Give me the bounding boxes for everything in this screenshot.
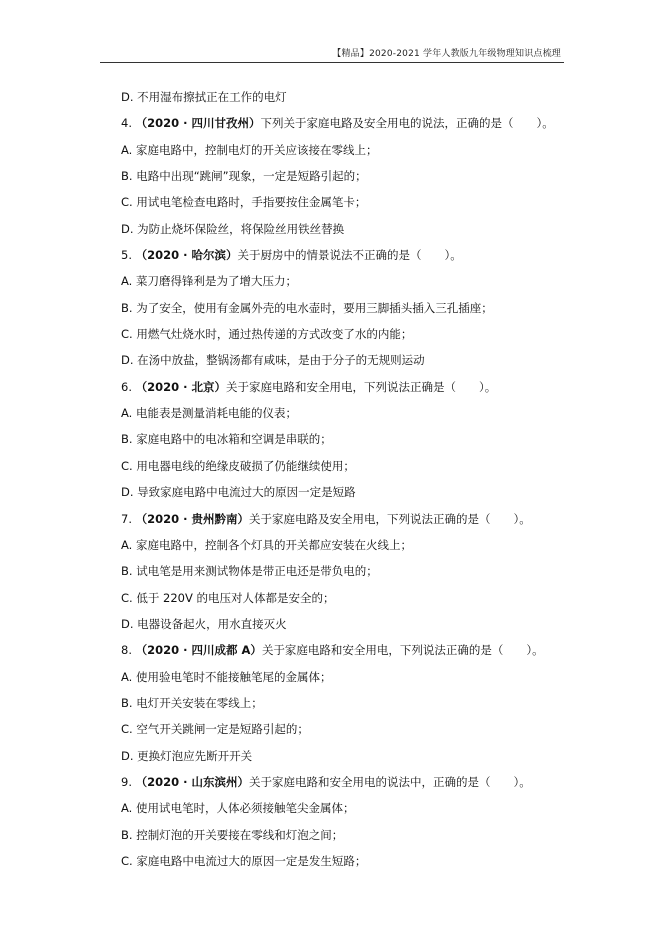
answer-option: D. 为防止烧坏保险丝，将保险丝用铁丝替换 bbox=[121, 221, 345, 236]
question-stem bbox=[121, 769, 561, 795]
question-source: （2020 · 四川成都 A） bbox=[135, 643, 262, 658]
question-stem bbox=[121, 506, 561, 532]
question-text: 下列关于家庭电路及安全用电的说法，正确的是（ ）。 bbox=[260, 116, 554, 131]
question-text: 关于家庭电路和安全用电的说法中，正确的是（ ）。 bbox=[249, 774, 531, 789]
answer-option: A. 使用验电笔时不能接触笔尾的金属体； bbox=[121, 669, 332, 684]
question-stem bbox=[121, 374, 561, 400]
question-text: 关于家庭电路和安全用电，下列说法正确是（ ）。 bbox=[226, 379, 497, 394]
question-stem bbox=[121, 637, 561, 663]
question-number: 9. bbox=[121, 774, 136, 789]
question-number: 5. bbox=[121, 248, 136, 263]
answer-option: C. 用燃气灶烧水时，通过热传递的方式改变了水的内能； bbox=[121, 327, 413, 342]
answer-option: C. 空气开关跳闸一定是短路引起的； bbox=[121, 722, 309, 737]
question-stem bbox=[121, 110, 561, 136]
page-header: 【精品】2020-2021 学年人教版九年级物理知识点梳理 bbox=[332, 49, 561, 59]
answer-option: A. 电能表是测量消耗电能的仪表； bbox=[121, 406, 297, 421]
answer-option: C. 用电器电线的绝缘皮破损了仍能继续使用； bbox=[121, 458, 355, 473]
header-divider bbox=[100, 62, 564, 63]
answer-option: C. 用试电笔检查电路时，手指要按住金属笔卡； bbox=[121, 195, 367, 210]
question-source: （2020 · 北京） bbox=[135, 379, 227, 394]
question-source: （2020 · 四川甘孜州） bbox=[135, 116, 261, 131]
answer-option: B. 家庭电路中的电冰箱和空调是串联的； bbox=[121, 432, 332, 447]
answer-option: C. 家庭电路中电流过大的原因一定是发生短路； bbox=[121, 853, 367, 868]
document-body bbox=[121, 84, 561, 874]
answer-option: B. 电路中出现“跳闸”现象，一定是短路引起的； bbox=[121, 169, 367, 184]
question-text: 关于家庭电路和安全用电，下列说法正确的是（ ）。 bbox=[261, 643, 544, 658]
answer-option: B. 为了安全，使用有金属外壳的电水壶时，要用三脚插头插入三孔插座； bbox=[121, 300, 493, 315]
answer-option: A. 菜刀磨得锋利是为了增大压力； bbox=[121, 274, 297, 289]
answer-option: D. 不用湿布擦拭正在工作的电灯 bbox=[121, 90, 287, 104]
answer-option: C. 低于 220V 的电压对人体都是安全的； bbox=[121, 590, 335, 605]
answer-option: A. 家庭电路中，控制各个灯具的开关都应安装在火线上； bbox=[121, 537, 412, 552]
question-stem bbox=[121, 242, 561, 268]
question-number: 7. bbox=[121, 511, 136, 526]
question-number: 8. bbox=[121, 643, 136, 658]
answer-option: A. 家庭电路中，控制电灯的开关应该接在零线上； bbox=[121, 142, 378, 157]
answer-option: B. 控制灯泡的开关要接在零线和灯泡之间； bbox=[121, 827, 344, 842]
answer-option: A. 使用试电笔时，人体必须接触笔尖金属体； bbox=[121, 801, 355, 816]
answer-option: B. 电灯开关安装在零线上； bbox=[121, 695, 263, 710]
question-number: 4. bbox=[121, 116, 136, 131]
answer-option: D. 更换灯泡应先断开开关 bbox=[121, 748, 253, 763]
question-text: 关于厨房中的情景说法不正确的是（ ）。 bbox=[237, 248, 462, 263]
question-number: 6. bbox=[121, 379, 136, 394]
answer-option: D. 导致家庭电路中电流过大的原因一定是短路 bbox=[121, 485, 356, 500]
answer-option: B. 试电笔是用来测试物体是带正电还是带负电的； bbox=[121, 564, 378, 579]
question-text: 关于家庭电路及安全用电，下列说法正确的是（ ）。 bbox=[249, 511, 531, 526]
question-source: （2020 · 山东滨州） bbox=[135, 774, 250, 789]
answer-option: D. 在汤中放盐，整锅汤都有咸味，是由于分子的无规则运动 bbox=[121, 353, 425, 368]
answer-option: D. 电器设备起火，用水直接灭火 bbox=[121, 616, 287, 631]
question-source: （2020 · 哈尔滨） bbox=[135, 248, 238, 263]
question-list bbox=[121, 84, 561, 874]
question-source: （2020 · 贵州黔南） bbox=[135, 511, 250, 526]
